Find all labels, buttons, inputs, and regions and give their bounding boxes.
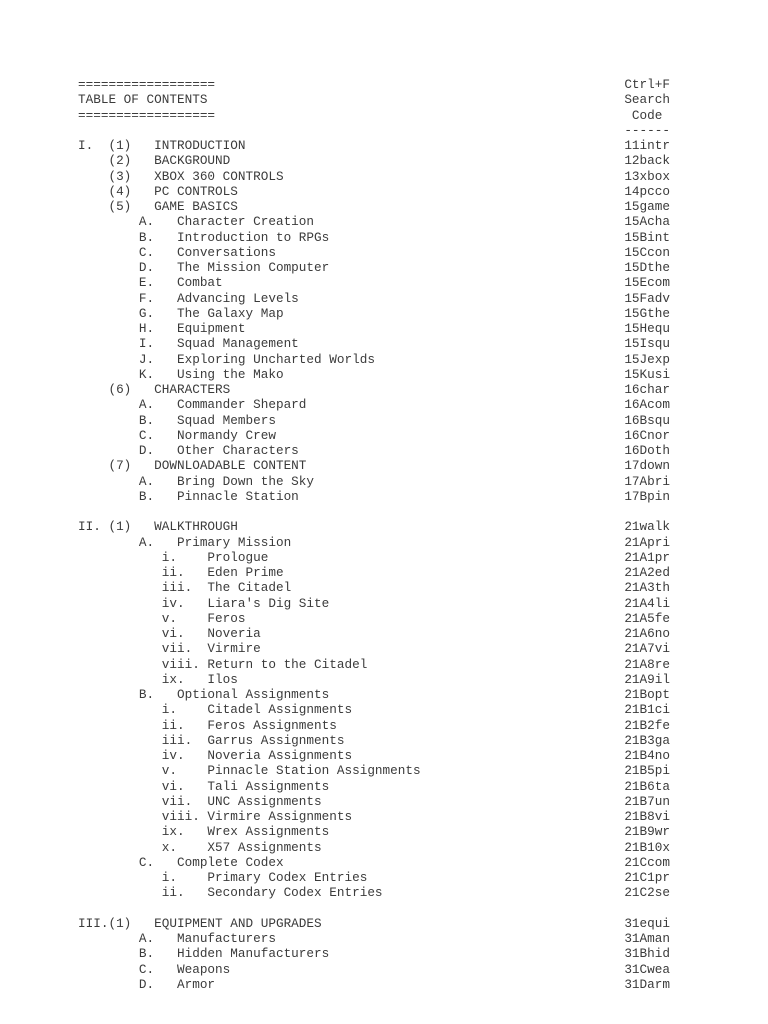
toc-line <box>78 352 670 367</box>
toc-line <box>78 931 670 946</box>
toc-entry-text: D. Armor <box>78 976 216 992</box>
search-code: 21walk <box>624 519 670 535</box>
toc-entry-text: v. Pinnacle Station Assignments <box>78 763 421 779</box>
toc-line <box>78 184 670 199</box>
search-code: Code <box>631 107 670 123</box>
search-code: 21B2fe <box>624 717 670 733</box>
toc-line <box>78 550 670 565</box>
search-code: Search <box>624 92 670 108</box>
toc-line <box>78 809 670 824</box>
search-code: 16Cnor <box>624 427 670 443</box>
search-code: 15Gthe <box>624 305 670 321</box>
toc-line <box>78 870 670 885</box>
toc-line <box>78 245 670 260</box>
toc-entry-text: F. Advancing Levels <box>78 290 299 306</box>
search-code: 21B4no <box>624 748 670 763</box>
toc-entry-text: A. Character Creation <box>78 214 315 230</box>
search-code: 15game <box>624 199 670 214</box>
toc-line <box>78 580 670 595</box>
toc-line <box>78 153 670 168</box>
toc-line <box>78 397 670 412</box>
toc-line <box>78 535 670 550</box>
toc-line <box>78 657 670 672</box>
search-code: 21Ccom <box>624 854 670 870</box>
toc-entry-text: i. Citadel Assignments <box>78 702 353 718</box>
search-code: 31Aman <box>624 931 670 946</box>
toc-entry-text: I. (1) INTRODUCTION <box>78 138 246 153</box>
toc-entry-text: A. Commander Shepard <box>78 397 307 413</box>
toc-entry-text: (3) XBOX 360 CONTROLS <box>78 168 284 184</box>
toc-entry-text: ix. Ilos <box>78 671 238 687</box>
toc-line <box>78 443 670 458</box>
search-code: 21A2ed <box>624 565 670 580</box>
toc-line <box>78 382 670 397</box>
toc-line <box>78 626 670 641</box>
toc-line <box>78 962 670 977</box>
toc-entry-text: II. (1) WALKTHROUGH <box>78 519 238 535</box>
toc-entry-text: ================== <box>78 107 216 123</box>
toc-entry-text: E. Combat <box>78 275 223 291</box>
toc-entry-text: III.(1) EQUIPMENT AND UPGRADES <box>78 915 322 931</box>
search-code: 15Ccon <box>624 244 670 260</box>
toc-line <box>78 321 670 336</box>
search-code: 21A1pr <box>624 549 670 565</box>
search-code: 21C1pr <box>624 870 670 885</box>
toc-entry-text: B. Hidden Manufacturers <box>78 946 330 962</box>
search-code: 21B8vi <box>624 809 670 824</box>
toc-entry-text: C. Normandy Crew <box>78 427 276 443</box>
toc-entry-text: H. Equipment <box>78 321 246 336</box>
search-code: 15Kusi <box>624 366 670 382</box>
toc-entry-text: B. Optional Assignments <box>78 687 330 702</box>
toc-line <box>78 138 670 153</box>
search-code: 31equi <box>624 915 670 931</box>
toc-line <box>78 214 670 229</box>
search-code: 15Acha <box>624 214 670 230</box>
toc-entry-text: ix. Wrex Assignments <box>78 824 330 840</box>
toc-line <box>78 977 670 992</box>
search-code: 14pcco <box>624 183 670 199</box>
toc-line <box>78 779 670 794</box>
toc-line <box>78 672 670 687</box>
search-code: 16Bsqu <box>624 412 670 428</box>
search-code: 21A9il <box>624 671 670 687</box>
search-code: 15Bint <box>624 229 670 245</box>
toc-line <box>78 199 670 214</box>
search-code: 16char <box>624 382 670 397</box>
toc-line <box>78 855 670 870</box>
toc-line <box>78 108 670 123</box>
toc-line <box>78 260 670 275</box>
search-code: 16Doth <box>624 443 670 458</box>
toc-entry-text: I. Squad Management <box>78 336 299 352</box>
toc-line <box>78 291 670 306</box>
toc-entry-text: B. Pinnacle Station <box>78 488 299 504</box>
search-code: 13xbox <box>624 168 670 184</box>
toc-line <box>78 519 670 534</box>
toc-line <box>78 687 670 702</box>
toc-entry-text: iii. Garrus Assignments <box>78 732 345 748</box>
search-code: 31Darm <box>624 976 670 992</box>
search-code: 21B3ga <box>624 732 670 748</box>
toc-entry-text: B. Introduction to RPGs <box>78 229 330 245</box>
toc-line <box>78 946 670 961</box>
search-code: 12back <box>624 153 670 169</box>
toc-entry-text: v. Feros <box>78 610 246 626</box>
toc-entry-text: K. Using the Mako <box>78 366 284 382</box>
toc-entry-text: iii. The Citadel <box>78 580 292 596</box>
search-code: 17Bpin <box>624 488 670 504</box>
toc-entry-text: (6) CHARACTERS <box>78 382 231 397</box>
search-code: 21A4li <box>624 595 670 611</box>
search-code: 21A6no <box>624 626 670 641</box>
toc-entry-text: ii. Feros Assignments <box>78 717 337 733</box>
toc-entry-text: ================== <box>78 77 216 92</box>
search-code: 17down <box>624 458 670 474</box>
search-code: 21Bopt <box>624 687 670 702</box>
search-code: 31Cwea <box>624 961 670 977</box>
toc-line <box>78 718 670 733</box>
toc-entry-text: viii. Virmire Assignments <box>78 809 353 824</box>
search-code: 21A8re <box>624 656 670 672</box>
toc-entry-text: A. Bring Down the Sky <box>78 473 315 489</box>
toc-entry-text: D. Other Characters <box>78 443 299 458</box>
toc-entry-text: (2) BACKGROUND <box>78 153 231 169</box>
search-code: 21A5fe <box>624 610 670 626</box>
toc-line <box>78 474 670 489</box>
search-code: 21C2se <box>624 885 670 901</box>
toc-entry-text: vii. UNC Assignments <box>78 793 322 809</box>
search-code: 21B9wr <box>624 824 670 840</box>
toc-line <box>78 565 670 580</box>
toc-line <box>78 489 670 504</box>
toc-entry-text: A. Manufacturers <box>78 931 276 946</box>
toc-line <box>78 763 670 778</box>
toc-line <box>78 230 670 245</box>
toc-line <box>78 306 670 321</box>
search-code: 21B7un <box>624 793 670 809</box>
toc-line <box>78 596 670 611</box>
toc-line <box>78 367 670 382</box>
toc-line <box>78 916 670 931</box>
toc-entry-text: ii. Secondary Codex Entries <box>78 885 383 901</box>
toc-entry-text: viii. Return to the Citadel <box>78 656 368 672</box>
table-of-contents <box>78 77 670 992</box>
search-code: ------ <box>624 122 670 138</box>
toc-line <box>78 611 670 626</box>
search-code: 17Abri <box>624 473 670 489</box>
toc-line <box>78 275 670 290</box>
toc-line <box>78 428 670 443</box>
search-code: 15Fadv <box>624 290 670 306</box>
toc-line <box>78 824 670 839</box>
toc-entry-text: x. X57 Assignments <box>78 839 322 855</box>
toc-entry-text: J. Exploring Uncharted Worlds <box>78 351 375 367</box>
search-code: 11intr <box>624 138 670 153</box>
toc-line <box>78 748 670 763</box>
search-code: 15Isqu <box>624 336 670 352</box>
toc-entry-text: C. Complete Codex <box>78 854 284 870</box>
toc-entry-text: vi. Noveria <box>78 626 261 641</box>
search-code: 21B5pi <box>624 763 670 779</box>
search-code: 21A7vi <box>624 641 670 657</box>
search-code: 21A3th <box>624 580 670 596</box>
toc-line <box>78 794 670 809</box>
search-code: 16Acom <box>624 397 670 413</box>
toc-entry-text: vi. Tali Assignments <box>78 778 330 794</box>
search-code: 31Bhid <box>624 946 670 962</box>
toc-line <box>78 77 670 92</box>
toc-entry-text: B. Squad Members <box>78 412 276 428</box>
toc-line <box>78 336 670 351</box>
toc-entry-text: D. The Mission Computer <box>78 260 330 275</box>
search-code: 15Ecom <box>624 275 670 291</box>
toc-line <box>78 641 670 656</box>
toc-line <box>78 885 670 900</box>
toc-entry-text: TABLE OF CONTENTS <box>78 92 208 108</box>
toc-entry-text: (5) GAME BASICS <box>78 199 238 214</box>
toc-line <box>78 733 670 748</box>
toc-entry-text: i. Primary Codex Entries <box>78 870 368 885</box>
toc-entry-text: ii. Eden Prime <box>78 565 284 580</box>
search-code: 15Hequ <box>624 321 670 336</box>
search-code: 21B10x <box>624 839 670 855</box>
toc-line <box>78 458 670 473</box>
toc-entry-text: A. Primary Mission <box>78 534 292 550</box>
search-code: 21B6ta <box>624 778 670 794</box>
toc-entry-text: i. Prologue <box>78 549 269 565</box>
toc-entry-text: G. The Galaxy Map <box>78 305 284 321</box>
toc-entry-text: iv. Noveria Assignments <box>78 748 353 763</box>
toc-entry-text: C. Weapons <box>78 961 231 977</box>
toc-line <box>78 840 670 855</box>
toc-entry-text: (4) PC CONTROLS <box>78 183 238 199</box>
toc-line <box>78 92 670 107</box>
search-code: 15Jexp <box>624 351 670 367</box>
toc-line <box>78 413 670 428</box>
toc-line <box>78 901 670 916</box>
search-code: Ctrl+F <box>624 77 670 92</box>
toc-entry-text: (7) DOWNLOADABLE CONTENT <box>78 458 307 474</box>
search-code: 21B1ci <box>624 702 670 718</box>
toc-line <box>78 169 670 184</box>
toc-line <box>78 123 670 138</box>
toc-line <box>78 702 670 717</box>
toc-entry-text: iv. Liara's Dig Site <box>78 595 330 611</box>
toc-entry-text: C. Conversations <box>78 244 276 260</box>
toc-entry-text: vii. Virmire <box>78 641 261 657</box>
search-code: 15Dthe <box>624 260 670 275</box>
toc-line <box>78 504 670 519</box>
search-code: 21Apri <box>624 534 670 550</box>
